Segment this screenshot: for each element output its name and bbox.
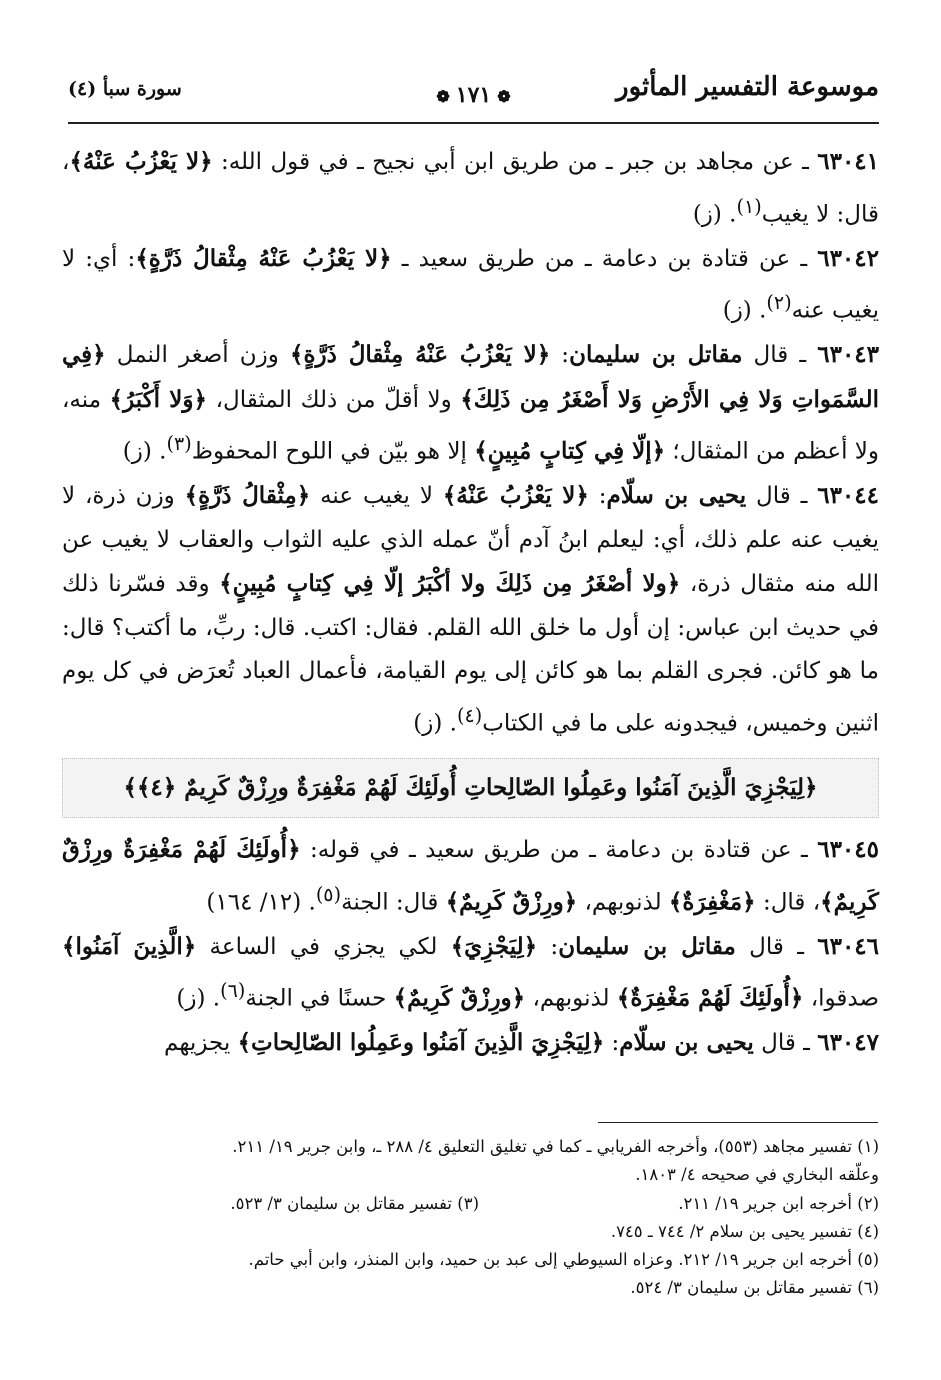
entry-text: : bbox=[588, 483, 607, 510]
entry-text: وزن أصغر النمل bbox=[105, 342, 290, 369]
narrator-name: يحيى بن سلّام bbox=[606, 482, 747, 510]
footnote-ref: (٥) bbox=[315, 882, 342, 906]
entry-text: لذنوبهم، bbox=[577, 889, 669, 916]
entry-text: ولا أقلّ من ذلك المثقال، bbox=[207, 386, 461, 413]
page-number: ١٧١ bbox=[455, 82, 492, 108]
page-header bbox=[68, 68, 879, 120]
entry-63047 bbox=[62, 1021, 879, 1066]
quran-quote: ﴿مِثْقالُ ذَرَّةٍ﴾ bbox=[184, 482, 311, 510]
quran-quote: ﴿مَغْفِرَةٌ﴾ bbox=[668, 888, 756, 916]
entry-text: وقد فسّرنا ذلك في حديث ابن عباس: إن أول ما خلق الله القلم. فقال: اكتب. قال: ربِّ، ما أكتب؟ قال: ما هو كائن. فجرى القلم بما هو كائن إلى يوم القيامة، فأعمال العباد تُعرَض في كل يوم اثنين وخميس، فيجدونه على ما في الكتاب bbox=[62, 571, 879, 737]
footnote-row bbox=[70, 1190, 879, 1218]
quran-quote: ﴿ورِزْقٌ كَرِيمٌ﴾ bbox=[445, 888, 578, 916]
entry-63043 bbox=[62, 333, 879, 474]
quran-quote: ﴿أُولَئِكَ لَهُمْ مَغْفِرَةٌ﴾ bbox=[616, 984, 804, 1012]
footnote-ref: (١) bbox=[736, 194, 762, 218]
surah-label: سورة سبأ (٤) bbox=[68, 78, 182, 100]
entry-end: . (١٢/ ١٦٤) bbox=[206, 889, 316, 916]
entry-text: ـ قال bbox=[742, 342, 818, 369]
header-divider bbox=[68, 122, 879, 124]
quran-quote: ﴿فِي السَّمَواتِ وَلا فِي الأَرْضِ وَلا أَصْغَرُ مِن ذَلِكَ﴾ bbox=[62, 341, 879, 413]
entry-end: . (ز) bbox=[722, 297, 767, 324]
footnote-ref: (٤) bbox=[456, 703, 483, 727]
footnote-ref: (٦) bbox=[220, 979, 246, 1003]
entry-text: منه، ولا أعظم من المثقال؛ bbox=[62, 386, 879, 465]
quran-quote: ﴿لِيَجْزِيَ﴾ bbox=[450, 932, 538, 960]
footnotes bbox=[70, 1133, 879, 1303]
entry-text: قال: الجنة bbox=[341, 889, 446, 916]
main-text bbox=[62, 140, 879, 1066]
footnote-6: (٦) تفسير مقاتل بن سليمان ٣/ ٥٢٤. bbox=[630, 1278, 879, 1298]
footnote-ref: (٢) bbox=[766, 291, 792, 315]
entry-text: لا يغيب عنه bbox=[310, 483, 443, 510]
entry-text: إلا هو بيّن في اللوح المحفوظ bbox=[191, 438, 475, 465]
entry-text: وزن ذرة، لا يغيب عنه علم ذلك، أي: ليعلم ابنُ آدم أنّ عمله الذي عليه الثواب والعقاب لا يغيب عن الله منه مثقال ذرة، bbox=[62, 483, 879, 598]
entry-end: . (ز) bbox=[176, 985, 221, 1012]
quran-quote: ﴿لا يَعْزُبُ عَنْهُ مِثْقالُ ذَرَّةٍ﴾ bbox=[290, 341, 551, 369]
ornament-icon: ❁ bbox=[497, 87, 511, 106]
footnote-1-cont: وعلّقه البخاري في صحيحه ٤/ ١٨٠٣. bbox=[635, 1165, 879, 1185]
page-number-wrap bbox=[68, 82, 879, 108]
narrator-name: مقاتل بن سليمان bbox=[569, 341, 743, 369]
entry-number: ٦٣٠٤٦ bbox=[817, 932, 880, 960]
entry-text: ـ عن مجاهد بن جبر ـ من طريق ابن أبي نجيح ـ في قول الله: bbox=[212, 149, 818, 175]
entry-text: لكي يجزي في الساعة bbox=[196, 933, 451, 960]
ayah-box: ﴿لِيَجْزِيَ الَّذِينَ آمَنُوا وعَمِلُوا الصّالِحاتِ أُولَئِكَ لَهُمْ مَغْفِرَةٌ ورِزْقٌ كَرِيمٌ ﴿٤﴾﴾ bbox=[62, 758, 879, 818]
book-title: موسوعة التفسير المأثور bbox=[616, 72, 879, 102]
entry-text: ـ عن قتادة بن دعامة ـ من طريق سعيد ـ في قوله: bbox=[300, 837, 818, 864]
entry-number: ٦٣٠٤١ bbox=[817, 148, 880, 175]
entry-text: يجزيهم bbox=[164, 1030, 238, 1057]
entry-63042 bbox=[62, 237, 879, 334]
footnote-3: (٣) تفسير مقاتل بن سليمان ٣/ ٥٢٣. bbox=[230, 1193, 479, 1213]
quran-quote: ﴿ولا أصْغَرُ مِن ذَلِكَ ولا أكْبَرُ إلّا فِي كِتابٍ مُبِينٍ﴾ bbox=[219, 570, 681, 598]
entry-text: صدقوا، bbox=[803, 985, 879, 1012]
quran-quote: ﴿ورِزْقٌ كَرِيمٌ﴾ bbox=[393, 984, 526, 1012]
entry-end: . (ز) bbox=[413, 710, 457, 737]
quran-quote: ﴿لِيَجْزِيَ الَّذِينَ آمَنُوا وعَمِلُوا الصّالِحاتِ﴾ bbox=[237, 1029, 605, 1057]
ornament-icon: ❁ bbox=[436, 87, 450, 106]
narrator-name: مقاتل بن سليمان bbox=[558, 932, 736, 960]
footnote-divider bbox=[598, 1122, 878, 1123]
entry-number: ٦٣٠٤٤ bbox=[817, 482, 879, 510]
entry-number: ٦٣٠٤٥ bbox=[817, 836, 879, 864]
entry-text: ـ عن قتادة بن دعامة ـ من طريق سعيد ـ bbox=[391, 245, 818, 272]
quran-quote: ﴿لا يَعْزُبُ عَنْهُ مِثْقالُ ذَرَّةٍ﴾ bbox=[135, 244, 392, 272]
quran-quote: ﴿وَلا أَكْبَرُ﴾ bbox=[109, 385, 208, 413]
entry-63045 bbox=[62, 828, 879, 925]
footnote-1: (١) تفسير مجاهد (٥٥٣)، وأخرجه الفريابي ـ كما في تغليق التعليق ٤/ ٢٨٨ ـ، وابن جرير ١٩/ ٢١١. bbox=[232, 1137, 879, 1156]
footnote-4: (٤) تفسير يحيى بن سلام ٢/ ٧٤٤ ـ ٧٤٥. bbox=[610, 1221, 879, 1241]
entry-text: : أي: لا يغيب عنه bbox=[62, 245, 879, 324]
entry-end: . (ز) bbox=[122, 438, 167, 465]
quran-quote: ﴿لا يَعْزُبُ عَنْهُ﴾ bbox=[69, 148, 213, 175]
entry-text: ـ قال bbox=[746, 483, 818, 510]
entry-text: ، قال: لا يغيب bbox=[62, 149, 879, 228]
entry-63046 bbox=[62, 925, 879, 1022]
entry-number: ٦٣٠٤٢ bbox=[817, 244, 879, 272]
entry-number: ٦٣٠٤٧ bbox=[817, 1029, 879, 1057]
entry-text: ـ قال bbox=[735, 933, 818, 960]
footnote-ref: (٣) bbox=[166, 432, 192, 456]
entry-text: : bbox=[537, 933, 559, 960]
quran-quote: ﴿إلّا فِي كِتابٍ مُبِينٍ﴾ bbox=[474, 437, 666, 465]
entry-63044 bbox=[62, 474, 879, 746]
entry-63041 bbox=[62, 140, 879, 237]
narrator-name: يحيى بن سلّام bbox=[619, 1029, 754, 1057]
quran-quote: ﴿أُولَئِكَ لَهُمْ مَغْفِرَةٌ ورِزْقٌ كَرِيمٌ﴾ bbox=[62, 836, 879, 916]
entry-text: حسنًا في الجنة bbox=[245, 985, 394, 1012]
entry-text: ـ قال bbox=[753, 1030, 818, 1057]
quran-quote: ﴿الَّذِينَ آمَنُوا﴾ bbox=[62, 932, 197, 960]
entry-text: ، قال: bbox=[755, 889, 821, 916]
entry-number: ٦٣٠٤٣ bbox=[817, 341, 880, 369]
entry-text: لذنوبهم، bbox=[525, 985, 617, 1012]
quran-quote: ﴿لا يَعْزُبُ عَنْهُ﴾ bbox=[442, 482, 589, 510]
entry-text: : bbox=[604, 1030, 620, 1057]
footnote-5: (٥) أخرجه ابن جرير ١٩/ ٢١٢. وعزاه السيوطي إلى عبد بن حميد، وابن المنذر، وابن أبي حاتم. bbox=[248, 1250, 879, 1270]
footnote-2: (٢) أخرجه ابن جرير ١٩/ ٢١١. bbox=[678, 1193, 879, 1213]
entry-end: . (ز) bbox=[692, 201, 737, 228]
entry-text: : bbox=[550, 342, 570, 369]
